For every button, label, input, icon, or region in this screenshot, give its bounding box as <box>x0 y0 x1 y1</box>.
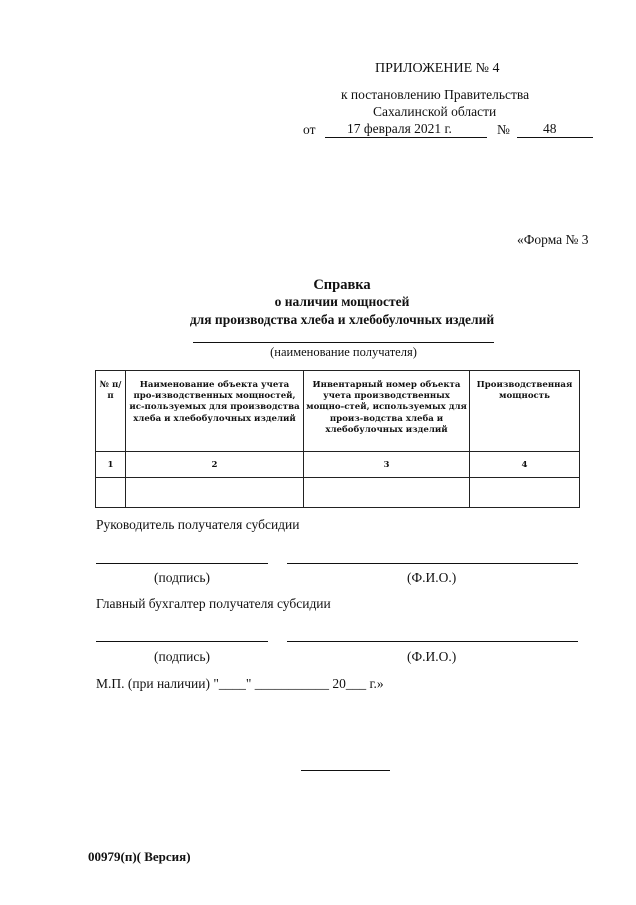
date-prefix: от <box>303 122 316 137</box>
document-title: Справка <box>313 277 371 293</box>
capacity-table <box>95 370 580 508</box>
table-cell <box>126 478 304 508</box>
decree-line: к постановлению Правительства <box>341 87 530 102</box>
table-cell <box>304 478 470 508</box>
decree-number: 48 <box>543 121 557 136</box>
accountant-signature-label: Главный бухгалтер получателя субсидии <box>96 596 331 611</box>
header-inventory-number: Инвентарный номер объекта учета производственных мощно-стей, используемых для произ-водства хлеба и хлебобулочных изделий <box>304 371 470 452</box>
table-cell <box>470 478 580 508</box>
header-capacity: Производственная мощность <box>470 371 580 452</box>
accountant-signature-caption: (подпись) <box>154 649 211 664</box>
accountant-signature-line <box>96 641 268 642</box>
title-subline-1: о наличии мощностей <box>274 294 410 309</box>
number-underline <box>517 137 593 138</box>
accountant-name-line <box>287 641 578 642</box>
head-signature-label: Руководитель получателя субсидии <box>96 517 300 532</box>
header-object-name: Наименование объекта учета про-изводственных мощностей, ис-пользуемых для производства хлеба и хлебобулочных изделий <box>126 371 304 452</box>
column-number-cell: 3 <box>304 452 470 478</box>
recipient-caption: (наименование получателя) <box>270 345 417 359</box>
column-number-cell: 2 <box>126 452 304 478</box>
head-name-caption: (Ф.И.О.) <box>407 570 457 585</box>
document-code: 00979(п)( Версия) <box>88 849 191 864</box>
header-number: № п/п <box>96 371 126 452</box>
number-prefix: № <box>497 122 510 137</box>
decree-date: 17 февраля 2021 г. <box>347 121 452 136</box>
appendix-number: ПРИЛОЖЕНИЕ № 4 <box>375 61 500 76</box>
stamp-date-line: М.П. (при наличии) "____" ___________ 20___ г.» <box>96 676 384 691</box>
column-number-cell: 4 <box>470 452 580 478</box>
end-divider <box>301 770 390 771</box>
form-label: «Форма № 3 <box>517 232 589 247</box>
head-signature-caption: (подпись) <box>154 570 211 585</box>
region-line: Сахалинской области <box>373 104 497 119</box>
table-cell <box>96 478 126 508</box>
table-row <box>96 478 580 508</box>
table-column-numbers-row <box>96 452 580 478</box>
head-name-line <box>287 563 578 564</box>
table-header-row <box>96 371 580 452</box>
title-subline-2: для производства хлеба и хлебобулочных изделий <box>189 312 495 327</box>
accountant-name-caption: (Ф.И.О.) <box>407 649 457 664</box>
date-underline <box>325 137 487 138</box>
head-signature-line <box>96 563 268 564</box>
column-number-cell: 1 <box>96 452 126 478</box>
recipient-line <box>193 342 494 343</box>
